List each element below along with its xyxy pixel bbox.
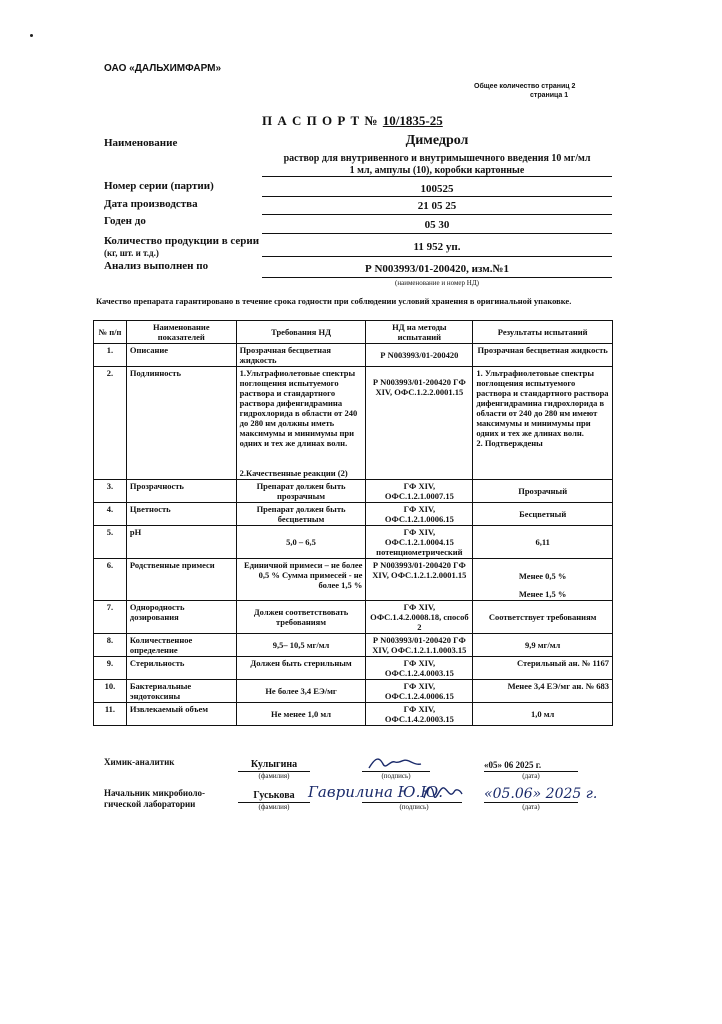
row-requirement: Должен быть стерильным <box>236 657 366 680</box>
title-prefix: П А С П О Р Т № <box>262 113 379 128</box>
table-row <box>94 634 613 657</box>
expiry-label: Годен до <box>104 215 146 227</box>
row-indicator: Подлинность <box>126 367 236 480</box>
head-label-line-2: гической лаборатории <box>104 799 196 809</box>
spacer <box>240 448 363 468</box>
requirement-uv: 1.Ультрафиолетовые спектры поглощения испытуемого раствора и стандартного раствора дифенгидрамина гидрохлорида в области от 240 до 280 нм должны иметь максимумы и минимумы при одних и тех же длинах волн. <box>239 368 358 448</box>
row-requirement: Прозрачная бесцветная жидкость <box>236 344 366 367</box>
row-number: 2. <box>94 367 127 480</box>
table-row <box>94 344 613 367</box>
row-requirement: Единичной примеси – не более 0,5 % Сумма примесей - не более 1,5 % <box>236 559 366 601</box>
table-row <box>94 680 613 703</box>
specification-table <box>93 320 613 726</box>
product-description <box>262 153 612 177</box>
row-indicator: Прозрачность <box>126 480 236 503</box>
row-indicator: pH <box>126 526 236 559</box>
head-signature-caption: (подпись) <box>399 803 429 811</box>
quantity-units-label: (кг, шт. и т.д.) <box>104 248 159 258</box>
row-method: ГФ XIV, ОФС.1.2.4.0003.15 <box>366 657 473 680</box>
quantity-value: 11 952 уп. <box>413 241 461 253</box>
row-result: Стерильный ан. № 1167 <box>473 657 613 680</box>
series-label: Номер серии (партии) <box>104 180 214 192</box>
row-requirement: Препарат должен быть бесцветным <box>236 503 366 526</box>
header-results: Результаты испытаний <box>473 321 613 344</box>
row-number: 8. <box>94 634 127 657</box>
row-number: 5. <box>94 526 127 559</box>
table-row <box>94 657 613 680</box>
result-uv: 1. Ультрафиолетовые спектры поглощения испытуемого раствора и стандартного раствора дифенгидрамина гидрохлорида в области от 240 до 280 нм имеют максимумы и минимумы при одних и тех же длинах волн. <box>476 368 609 438</box>
spacer <box>476 581 609 589</box>
series-value: 100525 <box>420 183 454 195</box>
row-number: 6. <box>94 559 127 601</box>
head-signature-icon <box>420 780 464 804</box>
head-name: Гуськова <box>253 790 295 801</box>
row-indicator: Извлекаемый объем <box>126 703 236 726</box>
requirement-reactions: 2.Качественные реакции (2) <box>239 468 348 478</box>
header-requirements: Требования НД <box>236 321 366 344</box>
scan-speck <box>30 34 33 37</box>
table-row <box>94 480 613 503</box>
row-method: ГФ XIV, ОФС.1.2.1.0004.15 потенциометрический <box>366 526 473 559</box>
header-number: № п/п <box>94 321 127 344</box>
chemist-signature-caption: (подпись) <box>381 772 411 780</box>
row-requirement: Не более 3,4 ЕЭ/мг <box>236 680 366 703</box>
row-indicator: Однородность дозирования <box>126 601 236 634</box>
table-header-row <box>94 321 613 344</box>
table-row <box>94 601 613 634</box>
row-indicator: Цветность <box>126 503 236 526</box>
product-underline <box>262 176 612 177</box>
row-result: Бесцветный <box>473 503 613 526</box>
chemist-name: Кулыгина <box>250 759 298 770</box>
chemist-date: «05» 06 2025 г. <box>484 760 542 770</box>
pages-total: Общее количество страниц 2 <box>474 83 576 90</box>
table-row <box>94 367 613 480</box>
passport-title <box>262 113 443 129</box>
name-label: Наименование <box>104 137 178 149</box>
chemist-label: Химик-аналитик <box>104 757 175 767</box>
date-underline <box>262 214 612 215</box>
row-number: 1. <box>94 344 127 367</box>
header-indicator: Наименование показателей <box>126 321 236 344</box>
row-result: Соответствует требованиям <box>473 601 613 634</box>
page-counter <box>474 82 575 100</box>
row-method: Р N003993/01-200420 <box>366 344 473 367</box>
chemist-date-caption: (дата) <box>522 772 540 780</box>
row-indicator: Бактериальные эндотоксины <box>126 680 236 703</box>
guarantee-text: Качество препарата гарантировано в течение срока годности при соблюдении условий хранения в оригинальной упаковке. <box>96 296 572 306</box>
company-name: ОАО «ДАЛЬХИМФАРМ» <box>104 63 222 74</box>
result-total-impurity: Менее 1,5 % <box>518 589 567 599</box>
row-method: ГФ XIV, ОФС.1.4.2.0003.15 <box>366 703 473 726</box>
date-value: 21 05 25 <box>417 200 457 212</box>
head-label <box>104 788 205 810</box>
row-requirement: 9,5– 10,5 мг/мл <box>236 634 366 657</box>
head-label-line-1: Начальник микробиоло- <box>104 788 206 798</box>
row-indicator: Стерильность <box>126 657 236 680</box>
head-handwritten-name: Гаврилина Ю.Ю. <box>308 783 444 801</box>
table-row <box>94 503 613 526</box>
row-requirement: Должен соответствовать требованиям <box>236 601 366 634</box>
analysis-caption: (наименование и номер НД) <box>395 279 479 287</box>
analysis-value: Р N003993/01-200420, изм.№1 <box>364 263 510 275</box>
row-method: ГФ XIV, ОФС.1.4.2.0008.18, способ 2 <box>366 601 473 634</box>
row-method: ГФ XIV, ОФС.1.2.1.0007.15 <box>366 480 473 503</box>
row-method: ГФ XIV, ОФС.1.2.1.0006.15 <box>366 503 473 526</box>
row-method: Р N003993/01-200420 ГФ XIV, ОФС.1.2.2.0001.15 <box>366 367 473 480</box>
row-number: 10. <box>94 680 127 703</box>
head-surname-caption: (фамилия) <box>258 803 290 811</box>
row-indicator: Количественное определение <box>126 634 236 657</box>
analysis-underline <box>262 277 612 278</box>
series-underline <box>262 196 612 197</box>
row-result <box>473 559 613 601</box>
row-result: Прозрачная бесцветная жидкость <box>473 344 613 367</box>
row-result: Прозрачный <box>473 480 613 503</box>
row-indicator: Родственные примеси <box>126 559 236 601</box>
title-number: 10/1835-25 <box>382 113 443 128</box>
row-result: 9,9 мг/мл <box>473 634 613 657</box>
row-method: ГФ XIV, ОФС.1.2.4.0006.15 <box>366 680 473 703</box>
table-row <box>94 526 613 559</box>
quantity-underline <box>262 256 612 257</box>
header-methods: НД на методы испытаний <box>366 321 473 344</box>
row-result: Менее 3,4 ЕЭ/мг ан. № 683 <box>473 680 613 703</box>
product-desc-line-1: раствор для внутривенного и внутримышечного введения 10 мг/мл <box>283 153 591 164</box>
row-method: Р N003993/01-200420 ГФ XIV, ОФС.1.2.1.2.0001.15 <box>366 559 473 601</box>
pages-current: страница 1 <box>530 92 569 99</box>
row-number: 4. <box>94 503 127 526</box>
quantity-label: Количество продукции в серии <box>104 235 260 247</box>
row-result: 6,11 <box>473 526 613 559</box>
row-result <box>473 367 613 480</box>
date-label: Дата производства <box>104 198 198 210</box>
row-indicator: Описание <box>126 344 236 367</box>
row-number: 7. <box>94 601 127 634</box>
head-date-caption: (дата) <box>522 803 540 811</box>
analysis-label: Анализ выполнен по <box>104 260 209 272</box>
row-requirement: Не менее 1,0 мл <box>236 703 366 726</box>
expiry-value: 05 30 <box>424 219 450 231</box>
table-row <box>94 559 613 601</box>
row-requirement: Препарат должен быть прозрачным <box>236 480 366 503</box>
product-name: Димедрол <box>405 133 469 148</box>
row-requirement <box>236 367 366 480</box>
row-result: 1,0 мл <box>473 703 613 726</box>
result-reactions: 2. Подтверждены <box>476 438 543 448</box>
row-method: Р N003993/01-200420 ГФ XIV, ОФС.1.2.1.1.0003.15 <box>366 634 473 657</box>
row-requirement: 5,0 – 6,5 <box>236 526 366 559</box>
row-number: 11. <box>94 703 127 726</box>
row-number: 9. <box>94 657 127 680</box>
result-single-impurity: Менее 0,5 % <box>518 571 567 581</box>
head-date: «05.06» 2025 г. <box>484 786 598 802</box>
row-number: 3. <box>94 480 127 503</box>
chemist-surname-caption: (фамилия) <box>258 772 290 780</box>
expiry-underline <box>262 233 612 234</box>
product-desc-line-2: 1 мл, ампулы (10), коробки картонные <box>349 165 525 176</box>
table-row <box>94 703 613 726</box>
